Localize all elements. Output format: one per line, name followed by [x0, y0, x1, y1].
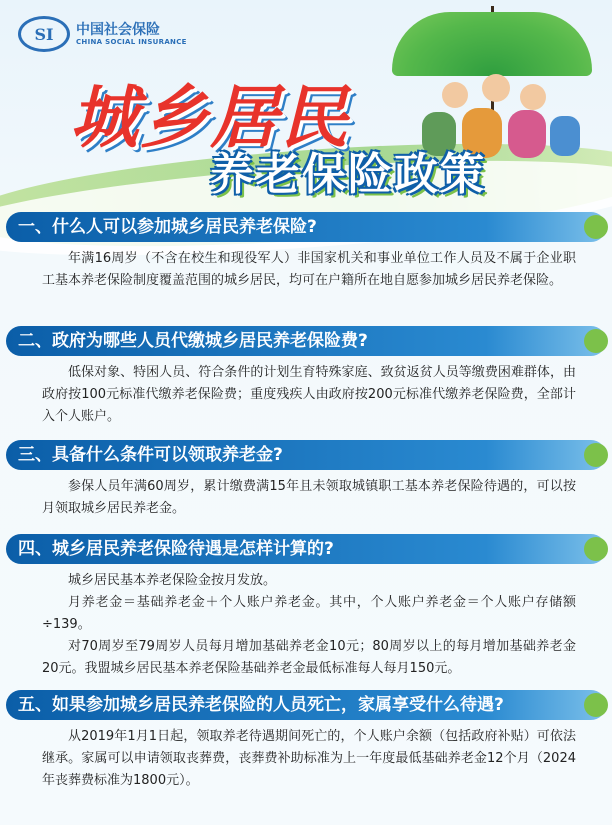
umbrella-icon: [392, 12, 592, 76]
family-member-icon: [482, 74, 510, 102]
logo-mark-icon: SI: [18, 16, 70, 52]
section-4-body: [42, 570, 576, 680]
poster-title: 城乡居民: [70, 79, 351, 158]
section-3-body: [42, 476, 576, 520]
section-1-body: [42, 248, 576, 292]
section-2-paragraph: 低保对象、特困人员、符合条件的计划生育特殊家庭、致贫返贫人员等缴费困难群体，由政府按100元标准代缴养老保险费；重度残疾人由政府按200元标准代缴养老保险费，全部计入个人账户。: [42, 365, 576, 424]
section-3-paragraph: 参保人员年满60周岁，累计缴费满15年且未领取城镇职工基本养老保险待遇的，可以按月领取城乡居民养老金。: [42, 479, 576, 516]
family-member-icon: [520, 84, 546, 110]
china-social-insurance-logo: [18, 16, 187, 52]
section-5-heading: 五、如果参加城乡居民养老保险的人员死亡，家属享受什么待遇?: [6, 690, 606, 720]
section-1-paragraph: 年满16周岁（不含在校生和现役军人）非国家机关和事业单位工作人员及不属于企业职工基本养老保险制度覆盖范围的城乡居民，均可在户籍所在地自愿参加城乡居民养老保险。: [42, 251, 576, 288]
poster-subtitle: 养老保险政策: [210, 149, 486, 200]
section-2-heading: 二、政府为哪些人员代缴城乡居民养老保险费?: [6, 326, 606, 356]
logo-name-cn: 中国社会保险: [76, 22, 160, 38]
logo-name-en: CHINA SOCIAL INSURANCE: [76, 38, 187, 46]
section-5-paragraph: 从2019年1月1日起，领取养老待遇期间死亡的，个人账户余额（包括政府补贴）可依法继承。家属可以申请领取丧葬费，丧葬费补助标准为上一年度最低基础养老金12个月（2024年丧葬费标准为1800元）。: [42, 729, 576, 788]
section-1-heading: 一、什么人可以参加城乡居民养老保险?: [6, 212, 606, 242]
section-4-heading: 四、城乡居民养老保险待遇是怎样计算的?: [6, 534, 606, 564]
family-member-icon: [508, 110, 546, 158]
family-member-icon: [442, 82, 468, 108]
section-2-body: [42, 362, 576, 428]
section-4-paragraph: 月养老金＝基础养老金＋个人账户养老金。其中，个人账户养老金＝个人账户存储额÷139。: [42, 595, 576, 632]
section-4-paragraph: 对70周岁至79周岁人员每月增加基础养老金10元；80周岁以上的每月增加基础养老金20元。我盟城乡居民基本养老保险基础养老金最低标准每人每月150元。: [42, 639, 576, 676]
section-4-paragraph: 城乡居民基本养老保险金按月发放。: [68, 573, 277, 588]
section-3-heading: 三、具备什么条件可以领取养老金?: [6, 440, 606, 470]
logo-text: [76, 22, 187, 46]
family-member-icon: [550, 116, 580, 156]
section-5-body: [42, 726, 576, 792]
